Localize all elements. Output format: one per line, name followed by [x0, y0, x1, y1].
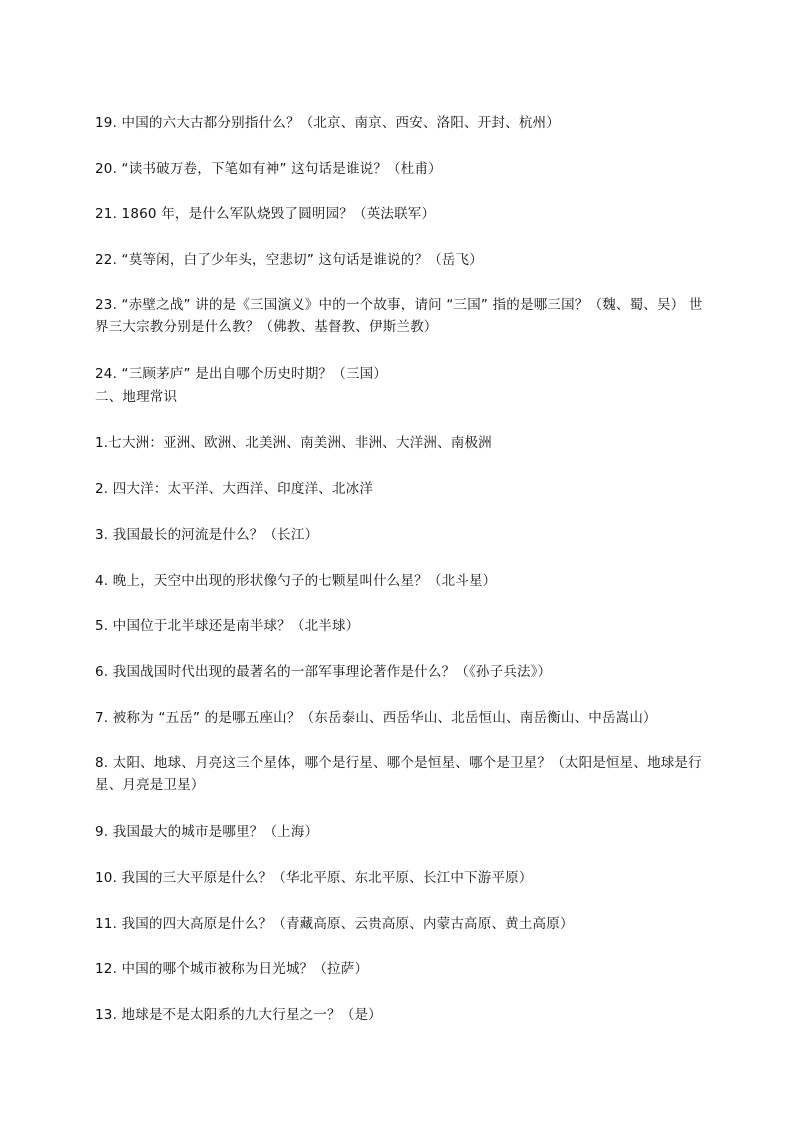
geography-item-3: 3. 我国最长的河流是什么？（长江） — [95, 527, 319, 543]
geography-item-5: 5. 中国位于北半球还是南半球？（北半球） — [95, 618, 360, 634]
geography-item-7: 7. 被称为 “五岳” 的是哪五座山？（东岳泰山、西岳华山、北岳恒山、南岳衡山、中岳嵩山） — [95, 710, 657, 726]
history-item-21: 21. 1860 年，是什么军队烧毁了圆明园？（英法联军） — [95, 206, 436, 222]
geography-item-6: 6. 我国战国时代出现的最著名的一部军事理论著作是什么？（《孙子兵法》） — [95, 664, 552, 680]
section-heading-geography: 二、地理常识 — [95, 389, 178, 405]
geography-item-13: 13. 地球是不是太阳系的九大行星之一？（是） — [95, 1007, 382, 1023]
geography-item-10: 10. 我国的三大平原是什么？（华北平原、东北平原、长江中下游平原） — [95, 870, 533, 886]
geography-item-11: 11. 我国的四大高原是什么？（青藏高原、云贵高原、内蒙古高原、黄土高原） — [95, 916, 574, 932]
history-item-23: 23. “赤壁之战” 讲的是《三国演义》中的一个故事，请问 “三国” 指的是哪三国？（魏、蜀、吴） 世界三大宗教分别是什么教？（佛教、基督教、伊斯兰教） — [95, 297, 703, 335]
history-item-19: 19. 中国的六大古都分别指什么？（北京、南京、西安、洛阳、开封、杭州） — [95, 115, 560, 131]
geography-item-9: 9. 我国最大的城市是哪里？（上海） — [95, 824, 319, 840]
history-item-22: 22. “莫等闲，白了少年头，空悲切” 这句话是谁说的？（岳飞） — [95, 252, 483, 268]
geography-item-1: 1.七大洲：亚洲、欧洲、北美洲、南美洲、非洲、大洋洲、南极洲 — [95, 435, 492, 451]
geography-item-12: 12. 中国的哪个城市被称为日光城？（拉萨） — [95, 961, 369, 977]
geography-item-2: 2. 四大洋：太平洋、大西洋、印度洋、北冰洋 — [95, 481, 374, 497]
history-item-20: 20. “读书破万卷，下笔如有神” 这句话是谁说？（杜甫） — [95, 161, 442, 177]
geography-item-4: 4. 晚上，天空中出现的形状像勺子的七颗星叫什么星？（北斗星） — [95, 573, 497, 589]
geography-item-8: 8. 太阳、地球、月亮这三个星体，哪个是行星、哪个是恒星、哪个是卫星？（太阳是恒星、地球是行星、月亮是卫星） — [95, 755, 702, 793]
history-item-24: 24. “三顾茅庐” 是出自哪个历史时期？（三国） — [95, 366, 388, 382]
